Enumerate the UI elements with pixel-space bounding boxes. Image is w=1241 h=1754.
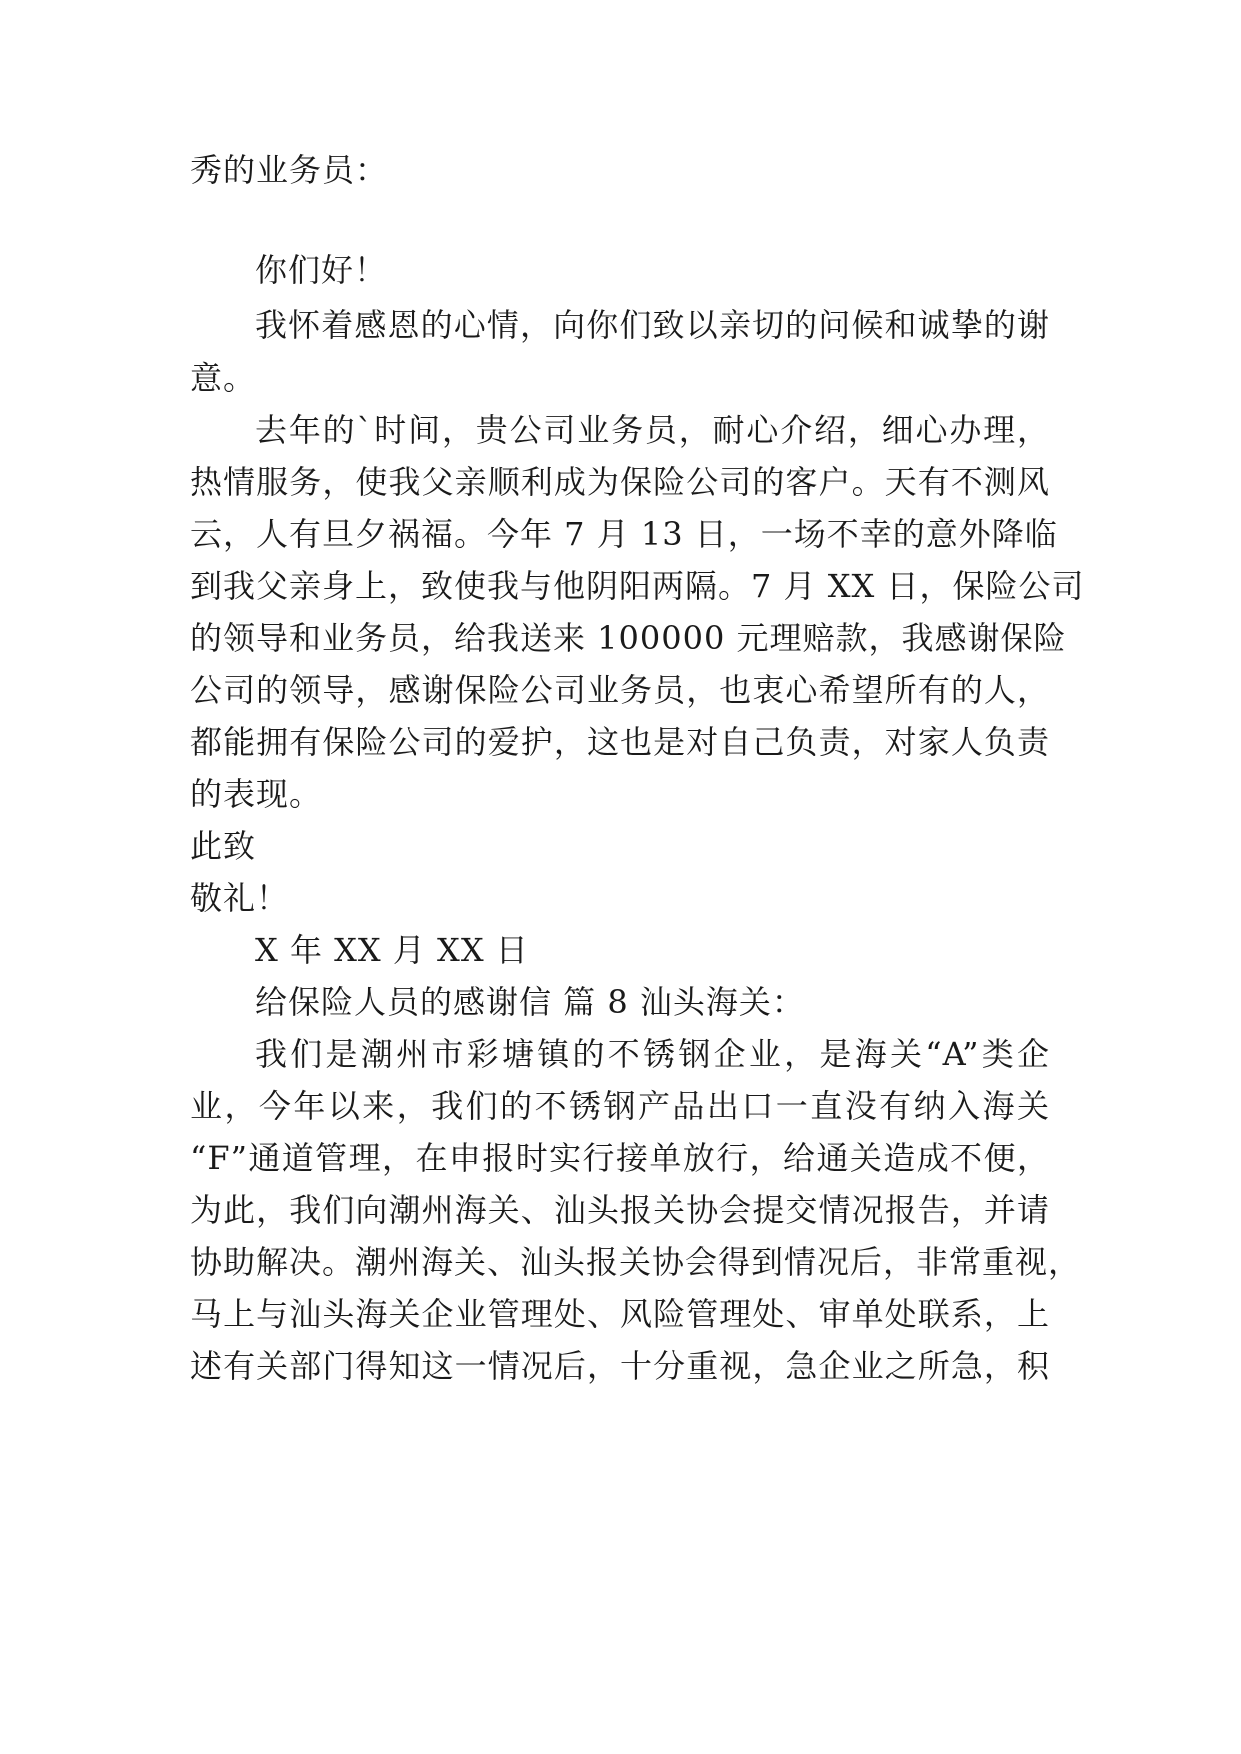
body-line: 的表现。 — [190, 775, 323, 813]
body-line: 马上与汕头海关企业管理处、风险管理处、审单处联系，上 — [190, 1295, 1050, 1333]
body-line: 公司的领导，感谢保险公司业务员，也衷心希望所有的人， — [190, 671, 1050, 709]
body-line: “F”通道管理，在申报时实行接单放行，给通关造成不便， — [190, 1139, 1050, 1177]
body-line: 云，人有旦夕祸福。今年 7 月 13 日，一场不幸的意外降临 — [190, 515, 1058, 553]
salutation-continuation: 秀的业务员： — [190, 151, 389, 189]
body-line: 我怀着感恩的心情，向你们致以亲切的问候和诚挚的谢 — [255, 306, 1050, 344]
closing-line: 此致 — [190, 827, 257, 865]
section-heading: 给保险人员的感谢信 篇 8 汕头海关： — [255, 983, 805, 1021]
body-line: 到我父亲身上，致使我与他阴阳两隔。7 月 XX 日，保险公司 — [190, 567, 1085, 605]
body-line: 都能拥有保险公司的爱护，这也是对自己负责，对家人负责 — [190, 723, 1050, 761]
greeting: 你们好！ — [255, 251, 388, 289]
body-line: 意。 — [190, 359, 257, 397]
body-line: 我们是潮州市彩塘镇的不锈钢企业，是海关“A”类企 — [255, 1035, 1050, 1073]
body-line: 的领导和业务员，给我送来 100000 元理赔款，我感谢保险 — [190, 619, 1067, 657]
body-line: 协助解决。潮州海关、汕头报关协会得到情况后，非常重视， — [190, 1243, 1082, 1281]
body-line: 去年的`时间，贵公司业务员，耐心介绍，细心办理， — [255, 411, 1050, 449]
body-line: 述有关部门得知这一情况后，十分重视，急企业之所急，积 — [190, 1347, 1050, 1385]
body-line: 业，今年以来，我们的不锈钢产品出口一直没有纳入海关 — [190, 1087, 1050, 1125]
body-line: 热情服务，使我父亲顺利成为保险公司的客户。天有不测风 — [190, 463, 1050, 501]
closing-salute: 敬礼！ — [190, 879, 290, 917]
date-line: X 年 XX 月 XX 日 — [255, 931, 529, 969]
body-line: 为此，我们向潮州海关、汕头报关协会提交情况报告，并请 — [190, 1191, 1050, 1229]
